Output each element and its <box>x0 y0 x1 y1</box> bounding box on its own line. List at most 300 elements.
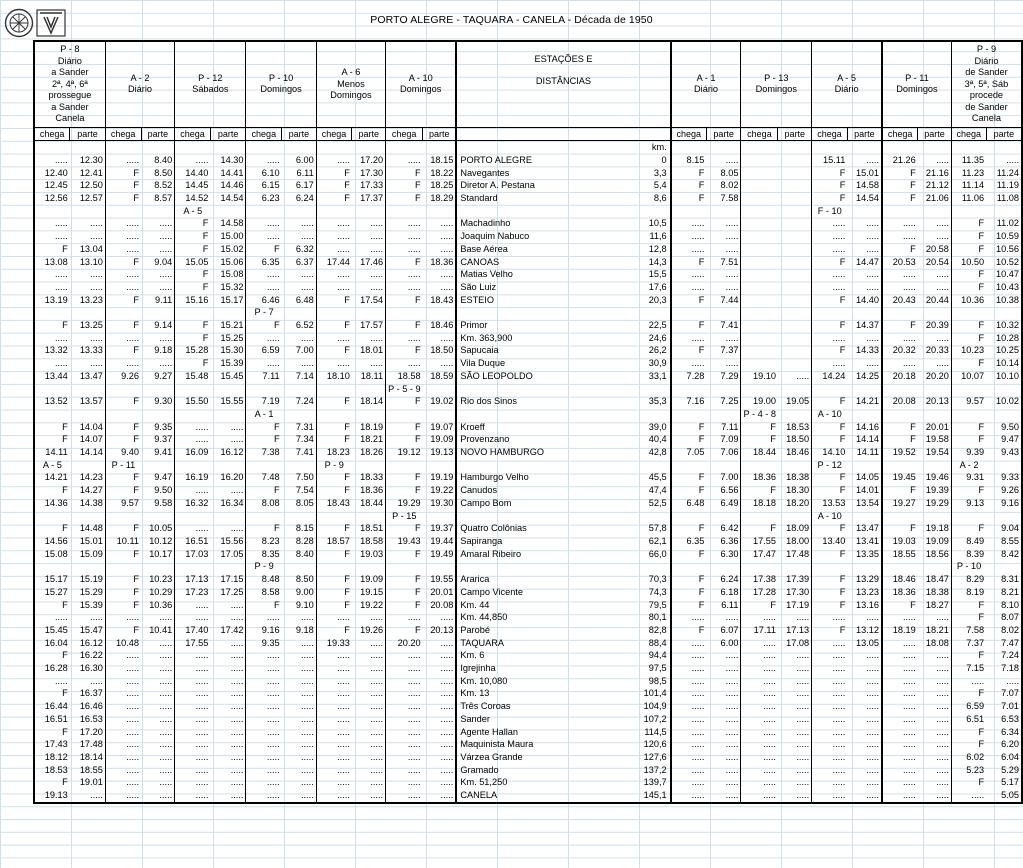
time-cell <box>778 357 812 370</box>
time-cell: 14.14 <box>79 447 103 458</box>
transfer-note <box>882 383 918 396</box>
station-name: Ararica <box>456 573 641 586</box>
time-cell <box>778 294 812 307</box>
time-cell: 13.40 <box>812 535 848 548</box>
time-cell: 14.48 <box>79 523 103 534</box>
time-cell: F <box>741 421 778 434</box>
transfer-note: P - 15 <box>386 510 423 523</box>
time-cell: 14.14 <box>856 434 879 445</box>
transfer-note <box>141 408 175 421</box>
train-header <box>951 41 1022 127</box>
transfer-note <box>423 459 457 472</box>
time-cell: ..... <box>440 701 454 712</box>
transfer-note <box>918 306 952 319</box>
time-cell: ..... <box>812 662 848 675</box>
time-cell: 9.14 <box>154 320 173 331</box>
time-cell: 7.58 <box>951 624 986 637</box>
time-cell: 13.08 <box>34 256 70 269</box>
transfer-note: P - 11 <box>105 459 141 472</box>
time-cell: ..... <box>440 688 454 699</box>
time-cell: ..... <box>230 713 244 724</box>
time-cell: ..... <box>725 726 739 737</box>
time-cell: 18.46 <box>430 320 454 331</box>
time-cell: ..... <box>105 230 141 243</box>
time-cell: 9.41 <box>154 447 173 458</box>
station-name: Várzea Grande <box>456 751 641 764</box>
time-cell: ..... <box>230 663 244 674</box>
transfer-note <box>741 383 778 396</box>
time-cell: 15.48 <box>175 370 211 383</box>
empty-cell <box>316 141 352 154</box>
time-cell: F <box>671 573 707 586</box>
time-cell: ..... <box>316 751 352 764</box>
time-cell: 9.16 <box>246 624 282 637</box>
time-cell: F <box>671 624 707 637</box>
distance-km: 80,1 <box>648 612 667 623</box>
time-cell: F <box>386 433 423 446</box>
train-schedule: Diário <box>694 84 719 95</box>
transfer-note <box>352 560 386 573</box>
time-cell: F <box>246 243 282 256</box>
station-row <box>34 192 1022 205</box>
time-cell: 13.25 <box>79 320 103 331</box>
time-cell: 17.20 <box>360 154 384 165</box>
time-cell: F <box>671 256 707 269</box>
time-cell: 12.40 <box>34 167 70 180</box>
time-cell: ..... <box>316 764 352 777</box>
time-cell: 18.46 <box>882 573 918 586</box>
empty-cell <box>918 141 952 154</box>
time-cell: F <box>316 179 352 192</box>
time-cell: 18.51 <box>360 523 384 534</box>
time-cell: 7.28 <box>671 370 707 383</box>
empty-cell <box>246 141 282 154</box>
time-cell <box>778 256 812 269</box>
time-cell: 7.11 <box>721 421 739 432</box>
time-cell: 20.44 <box>925 294 949 305</box>
distance-km: 62,1 <box>648 536 667 546</box>
time-cell: ..... <box>812 713 848 726</box>
time-cell: 15.45 <box>220 370 244 381</box>
time-cell: ..... <box>230 650 244 661</box>
distance-km: 24,6 <box>648 332 667 343</box>
time-cell: 9.31 <box>951 471 986 484</box>
station-name: Agente Hallan <box>456 726 641 739</box>
station-name: Matias Velho <box>456 268 641 281</box>
time-cell: ..... <box>812 357 848 370</box>
transfer-note <box>812 306 848 319</box>
time-cell: ..... <box>246 217 282 230</box>
station-row <box>34 154 1022 167</box>
time-cell: 14.30 <box>220 154 244 165</box>
time-cell: F <box>34 243 70 256</box>
train-name: P - 11 <box>905 72 929 83</box>
train-transfer-row <box>34 408 1022 421</box>
station-row <box>34 637 1022 650</box>
time-cell: 14.54 <box>856 193 879 204</box>
time-cell: 17.54 <box>360 294 384 305</box>
distance-km: 30,9 <box>648 358 667 369</box>
time-cell <box>741 154 778 167</box>
time-cell: ..... <box>671 357 707 370</box>
transfer-note <box>951 306 986 319</box>
time-cell: 16.28 <box>34 662 70 675</box>
time-cell: 17.15 <box>220 574 244 585</box>
km-label-row <box>34 141 1022 154</box>
time-cell: ..... <box>882 611 918 624</box>
arrival-departure-row <box>34 127 1022 141</box>
transfer-note <box>778 510 812 523</box>
time-cell: 16.04 <box>34 637 70 650</box>
station-name: Maquinista Maura <box>456 738 641 751</box>
time-cell: 14.37 <box>856 320 879 331</box>
time-cell: 10.23 <box>951 344 986 357</box>
time-cell: 6.49 <box>720 497 739 508</box>
time-cell: 6.15 <box>246 179 282 192</box>
time-cell: ..... <box>796 739 810 750</box>
time-cell: ..... <box>230 523 244 534</box>
transfer-note <box>951 205 986 218</box>
time-cell: 13.35 <box>856 548 879 559</box>
station-name: PORTO ALEGRE <box>456 154 641 167</box>
time-cell: F <box>246 421 282 434</box>
time-cell: ..... <box>246 662 282 675</box>
time-cell: ..... <box>90 612 103 623</box>
time-cell: 17.48 <box>79 739 103 750</box>
transfer-note <box>210 205 246 218</box>
station-row <box>34 738 1022 751</box>
distance-km: 0 <box>661 154 667 165</box>
time-cell: ..... <box>936 777 949 788</box>
time-cell: 18.36 <box>882 586 918 599</box>
time-cell: 6.59 <box>246 344 282 357</box>
time-cell: 17.28 <box>741 586 778 599</box>
transfer-note <box>778 560 812 573</box>
time-cell: 18.53 <box>34 764 70 777</box>
station-row <box>34 726 1022 739</box>
train-name: A - 5 <box>837 72 857 83</box>
time-cell: ..... <box>300 701 314 712</box>
time-cell: ..... <box>866 688 879 699</box>
train-schedule: Domingos <box>260 84 302 95</box>
time-cell: F <box>386 395 423 408</box>
time-cell: 20.08 <box>430 599 454 610</box>
time-cell: ..... <box>812 687 848 700</box>
parte-label: parte <box>986 127 1022 141</box>
time-cell: 15.28 <box>175 344 211 357</box>
time-cell: F <box>671 192 707 205</box>
time-cell: ..... <box>230 485 244 496</box>
time-cell: F <box>105 548 141 561</box>
time-cell: F <box>812 573 848 586</box>
transfer-note <box>282 510 317 523</box>
time-cell: 6.02 <box>951 751 986 764</box>
chega-label: chega <box>105 127 141 141</box>
time-cell: ..... <box>386 217 423 230</box>
time-cell: 20.08 <box>882 395 918 408</box>
station-name: Machadinho <box>456 217 641 230</box>
transfer-note <box>847 408 882 421</box>
time-cell: F <box>671 294 707 307</box>
distance-km: 70,3 <box>648 574 667 585</box>
time-cell: 19.12 <box>386 446 423 459</box>
time-cell: F <box>812 484 848 497</box>
time-cell: 10.48 <box>105 637 141 650</box>
time-cell: ..... <box>159 726 173 737</box>
time-cell: ..... <box>796 790 810 801</box>
transfer-note <box>210 408 246 421</box>
train-name: A - 10 <box>408 72 433 83</box>
distance-km: 94,4 <box>648 650 667 661</box>
time-cell: F <box>671 484 707 497</box>
station-name: Igrejinha <box>456 662 641 675</box>
station-name: Km. 13 <box>456 687 641 700</box>
time-cell: F <box>34 421 70 434</box>
time-cell: F <box>316 484 352 497</box>
distance-km: 104,9 <box>643 701 667 712</box>
time-cell: 18.11 <box>360 370 384 381</box>
time-cell: 13.57 <box>79 396 103 407</box>
time-cell: ..... <box>105 268 141 281</box>
time-cell: ..... <box>671 764 707 777</box>
time-cell: ..... <box>386 726 423 739</box>
time-cell: 8.19 <box>951 586 986 599</box>
station-name <box>456 383 641 396</box>
time-cell: ..... <box>882 637 918 650</box>
time-cell: ..... <box>440 650 454 661</box>
time-cell: F <box>105 599 141 612</box>
time-cell: ..... <box>725 154 739 165</box>
time-cell: 16.53 <box>79 713 103 724</box>
empty-cell <box>70 141 106 154</box>
time-cell: 7.15 <box>951 662 986 675</box>
time-cell: ..... <box>812 726 848 739</box>
time-cell: ..... <box>936 751 949 762</box>
time-cell: F <box>951 599 986 612</box>
transfer-note <box>141 383 175 396</box>
time-cell: ..... <box>440 243 454 254</box>
station-row <box>34 344 1022 357</box>
time-cell: 17.40 <box>175 624 211 637</box>
time-cell: 7.01 <box>1001 701 1019 712</box>
time-cell: ..... <box>386 738 423 751</box>
time-cell: ..... <box>316 738 352 751</box>
station-name: Km. 6 <box>456 649 641 662</box>
transfer-note <box>741 205 778 218</box>
time-cell: ..... <box>386 764 423 777</box>
time-cell: 14.01 <box>856 485 879 496</box>
empty-cell <box>671 141 707 154</box>
time-cell: ..... <box>671 776 707 789</box>
time-cell: F <box>34 687 70 700</box>
time-cell: F <box>882 484 918 497</box>
time-cell: 17.57 <box>360 320 384 331</box>
transfer-note <box>882 205 918 218</box>
transfer-note <box>141 560 175 573</box>
time-cell: 16.12 <box>220 447 244 458</box>
time-cell: ..... <box>34 611 70 624</box>
transfer-note <box>105 205 141 218</box>
time-cell: 17.30 <box>786 586 810 597</box>
time-cell: ..... <box>671 637 707 650</box>
time-cell: ..... <box>866 726 879 737</box>
time-cell: ..... <box>671 662 707 675</box>
time-cell: F <box>812 599 848 612</box>
transfer-note: P - 9 <box>316 459 352 472</box>
station-name: CANELA <box>456 789 641 803</box>
time-cell: ..... <box>159 650 173 661</box>
transfer-note <box>316 205 352 218</box>
train-name: P - 13 <box>764 72 789 83</box>
time-cell: ..... <box>882 726 918 739</box>
time-cell: 8.42 <box>1001 548 1019 559</box>
time-cell: 9.43 <box>1001 447 1019 458</box>
transfer-note <box>847 383 882 396</box>
time-cell: ..... <box>246 700 282 713</box>
chega-label: chega <box>34 127 70 141</box>
time-cell: ..... <box>725 701 739 712</box>
distance-km: 97,5 <box>648 663 667 674</box>
time-cell: ..... <box>725 281 739 292</box>
station-name: Quatro Colônias <box>456 522 641 535</box>
transfer-note <box>812 383 848 396</box>
time-cell: 9.16 <box>1001 497 1019 508</box>
time-cell: ..... <box>866 231 879 242</box>
time-cell: ..... <box>741 764 778 777</box>
time-cell: ..... <box>159 790 173 801</box>
time-cell: ..... <box>175 675 211 688</box>
time-cell: 18.59 <box>430 370 454 381</box>
time-cell: ..... <box>386 230 423 243</box>
time-cell: ..... <box>741 675 778 688</box>
transfer-note <box>706 560 741 573</box>
time-cell: ..... <box>440 281 454 292</box>
transfer-note <box>246 205 282 218</box>
time-cell: ..... <box>175 484 211 497</box>
time-cell: 6.34 <box>1001 726 1019 737</box>
station-name: SÃO LEOPOLDO <box>456 370 641 383</box>
station-name: Provenzano <box>456 433 641 446</box>
time-cell: 7.29 <box>720 370 739 381</box>
transfer-note: P - 7 <box>246 306 282 319</box>
station-name: Campo Vicente <box>456 586 641 599</box>
train-schedule: Diário <box>834 84 859 95</box>
time-cell: 17.55 <box>175 637 211 650</box>
empty-cell <box>741 141 778 154</box>
km-sub <box>642 127 671 141</box>
time-cell: ..... <box>440 713 454 724</box>
time-cell: ..... <box>105 738 141 751</box>
time-cell: 20.13 <box>430 624 454 635</box>
time-cell: ..... <box>300 777 314 788</box>
time-cell: ..... <box>725 231 739 242</box>
time-cell <box>741 294 778 307</box>
station-name: Amaral Ribeiro <box>456 548 641 561</box>
chega-label: chega <box>741 127 778 141</box>
transfer-note <box>386 205 423 218</box>
time-cell: 19.33 <box>316 637 352 650</box>
time-cell: ..... <box>440 790 454 801</box>
time-cell: 18.44 <box>360 497 384 508</box>
time-cell: ..... <box>741 726 778 739</box>
time-cell: F <box>812 179 848 192</box>
time-cell: 14.11 <box>34 446 70 459</box>
time-cell: ..... <box>34 281 70 294</box>
time-cell: 13.47 <box>79 370 103 381</box>
transfer-note <box>316 408 352 421</box>
train-header <box>882 41 951 127</box>
time-cell: ..... <box>725 713 739 724</box>
time-cell: 21.26 <box>882 154 918 167</box>
time-cell: F <box>386 586 423 599</box>
time-cell: 15.05 <box>175 256 211 269</box>
time-cell: ..... <box>316 281 352 294</box>
transfer-note <box>882 408 918 421</box>
time-cell: ..... <box>159 281 173 292</box>
time-cell: 19.54 <box>925 447 949 458</box>
time-cell: ..... <box>230 790 244 801</box>
time-cell: 19.30 <box>430 497 454 508</box>
distance-km <box>642 383 671 396</box>
station-row <box>34 230 1022 243</box>
transfer-note <box>105 306 141 319</box>
time-cell: F <box>386 548 423 561</box>
time-cell: 17.37 <box>360 193 384 204</box>
time-cell <box>778 344 812 357</box>
time-cell: 10.59 <box>996 231 1019 242</box>
distance-km: 5,4 <box>653 180 667 191</box>
time-cell: 13.32 <box>34 344 70 357</box>
time-cell: ..... <box>105 764 141 777</box>
time-cell: F <box>812 624 848 637</box>
time-cell: ..... <box>370 726 384 737</box>
time-cell: ..... <box>370 218 384 229</box>
time-cell: 8.15 <box>671 154 707 167</box>
time-cell: 19.09 <box>360 574 384 585</box>
time-cell: ..... <box>230 688 244 699</box>
transfer-note <box>386 306 423 319</box>
time-cell: ..... <box>230 421 244 432</box>
time-cell: F <box>812 344 848 357</box>
time-cell: ..... <box>741 776 778 789</box>
time-cell: 10.02 <box>996 396 1019 407</box>
time-cell: ..... <box>159 637 173 648</box>
time-cell: 13.52 <box>34 395 70 408</box>
time-cell: 15.29 <box>79 586 103 597</box>
empty-cell <box>34 141 70 154</box>
time-cell: ..... <box>370 663 384 674</box>
station-name: Primor <box>456 319 641 332</box>
transfer-note <box>141 510 175 523</box>
time-cell: 15.09 <box>79 548 103 559</box>
time-cell: 20.33 <box>925 345 949 356</box>
time-cell: F <box>316 167 352 180</box>
time-cell: F <box>951 357 986 370</box>
time-cell: 10.56 <box>996 243 1019 254</box>
transfer-note: A - 10 <box>812 408 848 421</box>
time-cell: ..... <box>159 701 173 712</box>
time-cell: 8.57 <box>154 193 173 204</box>
time-cell: F <box>386 167 423 180</box>
time-cell: ..... <box>159 675 173 686</box>
distance-km: 22,5 <box>648 320 667 331</box>
station-row <box>34 256 1022 269</box>
time-cell: F <box>386 421 423 434</box>
time-cell: F <box>386 471 423 484</box>
distance-km: 101,4 <box>643 688 667 699</box>
transfer-note <box>352 306 386 319</box>
station-name <box>456 408 641 421</box>
